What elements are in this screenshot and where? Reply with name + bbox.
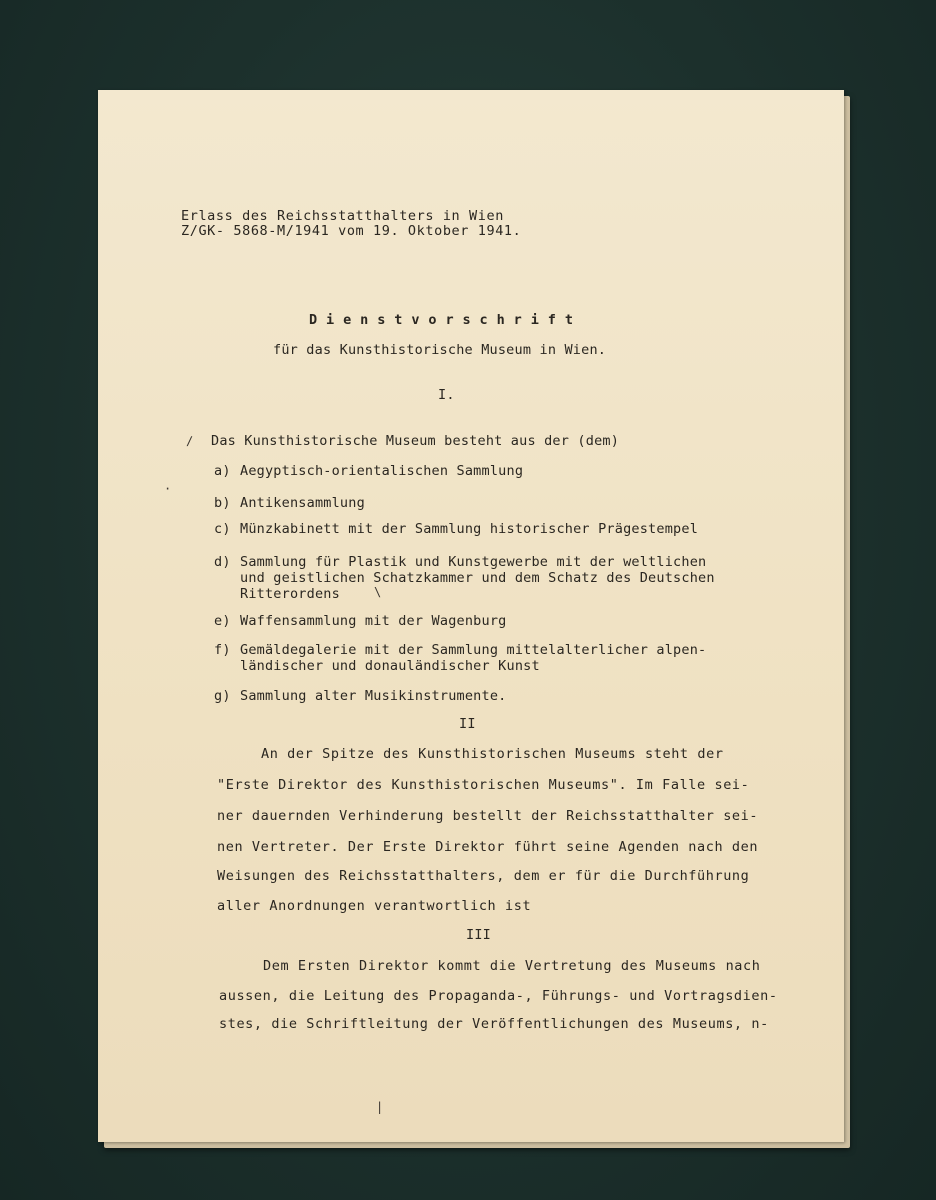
fold-mark: | — [376, 1100, 384, 1114]
decree-reference: Z/GK- 5868-M/1941 vom 19. Oktober 1941. — [181, 223, 522, 239]
list-item-letter: c) — [214, 521, 231, 537]
list-item-text: Waffensammlung mit der Wagenburg — [240, 613, 507, 629]
section-2-line: ner dauernden Verhinderung bestellt der Reichsstatthalter sei- — [217, 808, 759, 824]
list-item-f — [214, 642, 706, 674]
list-item-b — [214, 495, 365, 511]
margin-dot-mark: · — [164, 482, 172, 496]
section-1-intro: Das Kunsthistorische Museum besteht aus der (dem) — [211, 433, 620, 449]
section-2-line: "Erste Direktor des Kunsthistorischen Museums". Im Falle sei- — [217, 777, 750, 793]
section-1-numeral: I. — [438, 387, 455, 403]
section-2-line: aller Anordnungen verantwortlich ist — [217, 898, 532, 914]
section-2-line: nen Vertreter. Der Erste Direktor führt seine Agenden nach den — [217, 839, 759, 855]
document-subtitle: für das Kunsthistorische Museum in Wien. — [273, 342, 607, 358]
section-3-numeral: III — [466, 927, 491, 943]
section-2-line: Weisungen des Reichsstatthalters, dem er für die Durchführung — [217, 868, 750, 884]
list-item-e — [214, 613, 507, 629]
list-item-g — [214, 688, 507, 704]
section-2-numeral: II — [459, 716, 476, 732]
section-2-line: An der Spitze des Kunsthistorischen Museums steht der — [261, 746, 724, 762]
decree-title: Erlass des Reichsstatthalters in Wien — [181, 208, 504, 224]
section-3-line: aussen, die Leitung des Propaganda-, Führungs- und Vortragsdien- — [219, 988, 778, 1004]
document-title: D i e n s t v o r s c h r i f t — [309, 312, 574, 328]
list-item-text: Münzkabinett mit der Sammlung historischer Prägestempel — [240, 521, 699, 537]
list-item-letter: e) — [214, 613, 231, 629]
margin-pencil-mark: ∕ — [186, 434, 194, 448]
list-item-letter: g) — [214, 688, 231, 704]
list-item-text: Antikensammlung — [240, 495, 365, 511]
list-item-text: Gemäldegalerie mit der Sammlung mittelalterlicher alpen- ländischer und donauländischer Kunst — [240, 642, 707, 674]
section-3-line: Dem Ersten Direktor kommt die Vertretung des Museums nach — [263, 958, 761, 974]
list-item-letter: a) — [214, 463, 231, 479]
list-item-c — [214, 521, 698, 537]
pencil-stroke-mark: \ — [374, 585, 382, 599]
list-item-letter: d) — [214, 554, 231, 570]
list-item-text: Sammlung alter Musikinstrumente. — [240, 688, 507, 704]
list-item-text: Aegyptisch-orientalischen Sammlung — [240, 463, 524, 479]
list-item-a — [214, 463, 523, 479]
list-item-letter: b) — [214, 495, 231, 511]
section-3-line: stes, die Schriftleitung der Veröffentlichungen des Museums, n- — [219, 1016, 769, 1032]
document-page — [98, 90, 844, 1142]
list-item-d — [214, 554, 715, 602]
list-item-letter: f) — [214, 642, 231, 658]
list-item-text: Sammlung für Plastik und Kunstgewerbe mit der weltlichen und geistlichen Schatzkammer und dem Schatz des Deutschen Ritterordens — [240, 554, 715, 602]
